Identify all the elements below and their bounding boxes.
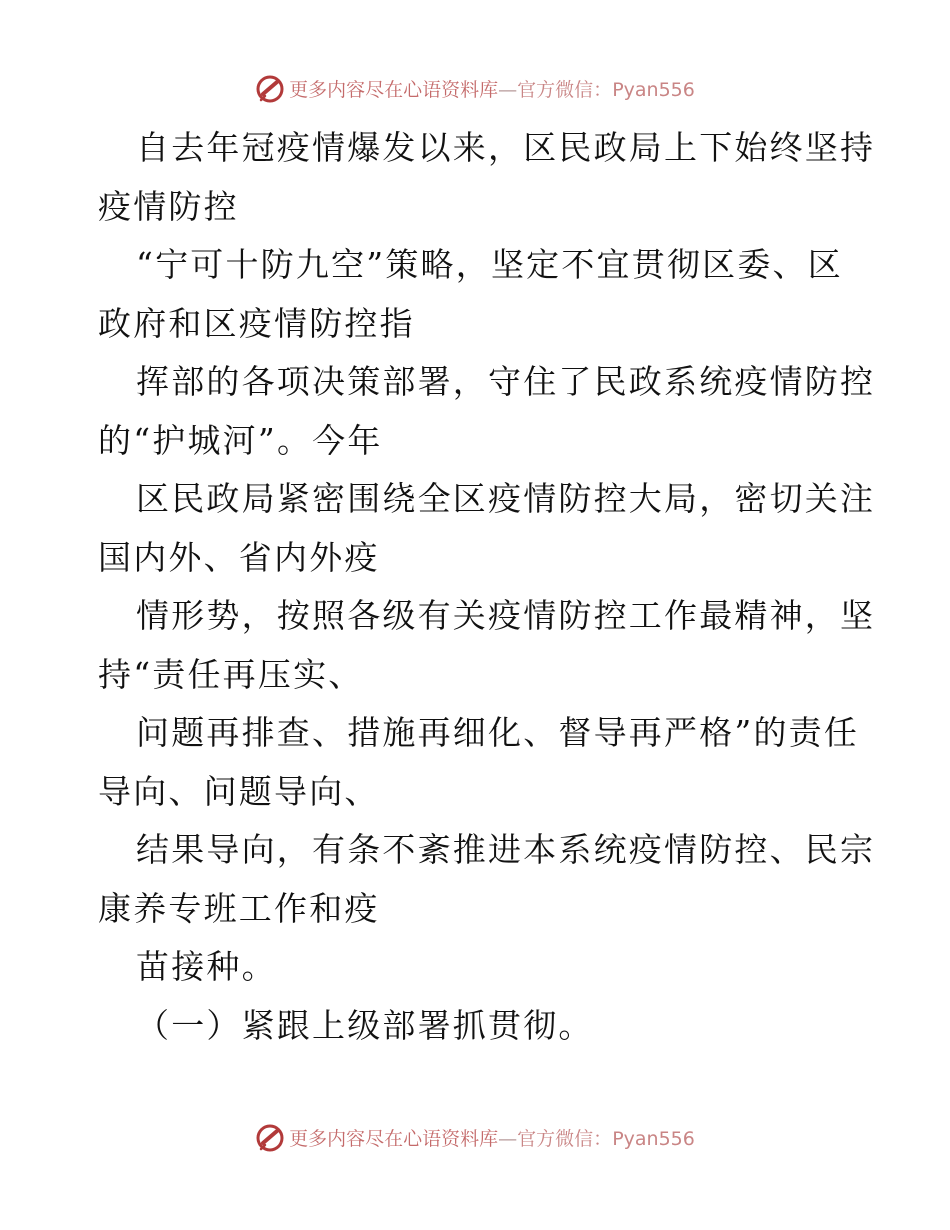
body-line: 的“护城河”。今年	[98, 420, 383, 460]
body-line: 导向、问题导向、	[98, 771, 380, 811]
body-line: 国内外、省内外疫	[98, 537, 380, 577]
body-line: 结果导向，有条不紊推进本系统疫情防控、民宗	[136, 830, 876, 869]
body-line: 区民政局紧密围绕全区疫情防控大局，密切关注	[136, 479, 876, 518]
watermark-brand: 更多内容尽在心语资料库	[289, 1128, 499, 1150]
body-line: 挥部的各项决策部署，守住了民政系统疫情防控	[136, 362, 876, 401]
body-line: 康养专班工作和疫	[98, 888, 380, 928]
watermark-id: Pyan556	[612, 79, 695, 101]
header-watermark	[0, 76, 950, 106]
watermark-logo-icon	[255, 74, 285, 104]
body-line: 政府和区疫情防控指	[98, 303, 415, 343]
watermark-label: 官方微信：	[517, 1128, 613, 1150]
watermark-label: 官方微信：	[517, 79, 613, 101]
footer-watermark	[0, 1125, 950, 1155]
body-line: 苗接种。	[136, 947, 277, 986]
body-line: 自去年冠疫情爆发以来，区民政局上下始终坚持	[136, 128, 876, 167]
document-body	[98, 119, 876, 1055]
body-line: “宁可十防九空”策略，坚定不宜贯彻区委、区	[136, 245, 843, 284]
body-line: 情形势，按照各级有关疫情防控工作最精神，坚	[136, 596, 876, 635]
section-heading: （一）紧跟上级部署抓贯彻。	[136, 1005, 594, 1045]
watermark-separator: —	[498, 1128, 518, 1150]
watermark-brand: 更多内容尽在心语资料库	[289, 79, 499, 101]
body-line: 持“责任再压实、	[98, 654, 364, 694]
watermark-separator: —	[498, 79, 518, 101]
body-line: 疫情防控	[98, 186, 239, 226]
watermark-id: Pyan556	[612, 1128, 695, 1150]
body-line: 问题再排查、措施再细化、督导再严格”的责任	[136, 713, 860, 752]
watermark-logo-icon	[255, 1123, 285, 1153]
